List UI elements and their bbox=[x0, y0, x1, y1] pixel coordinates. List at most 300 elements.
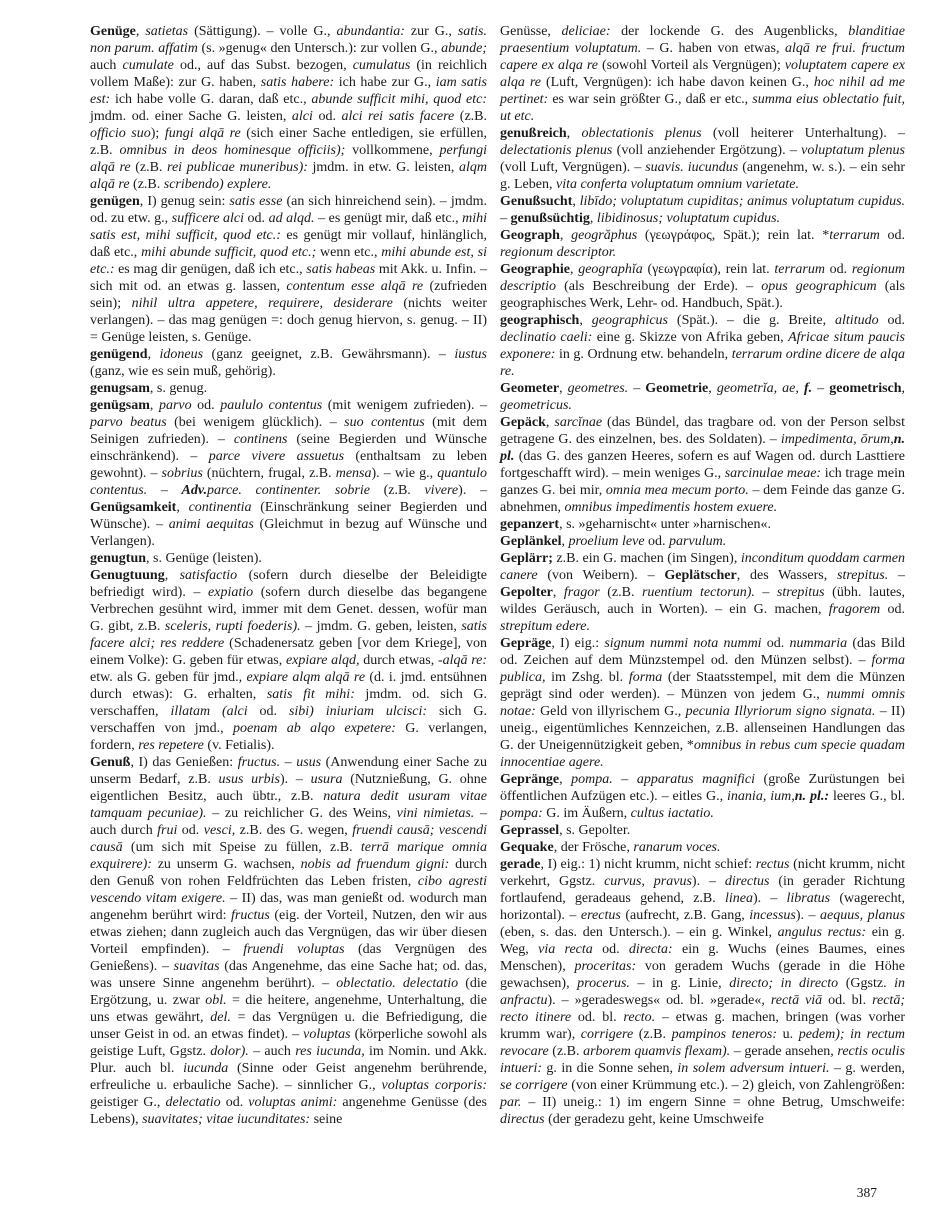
entry-text: , bbox=[176, 500, 189, 515]
entry-text: usus bbox=[296, 755, 322, 770]
entry-text: satis. non parum. affatim bbox=[90, 24, 487, 56]
entry-text: rei publicae muneribus): bbox=[167, 160, 308, 175]
entry-text: paululo contentus bbox=[220, 398, 323, 413]
entry-text: od. bbox=[761, 636, 790, 651]
entry-text: od. bbox=[592, 942, 629, 957]
entry-text: , s. »geharnischt« unter »harnischen«. bbox=[559, 517, 771, 532]
entry-text: scribendo) explere. bbox=[163, 177, 272, 192]
entry-text: geographĭa bbox=[578, 262, 643, 277]
entry-text: satis esse bbox=[229, 194, 283, 209]
entry-text: (als Beschreibung der Erde). – bbox=[556, 279, 762, 294]
entry-text: – bbox=[628, 381, 646, 396]
entry-text: od. bbox=[312, 109, 342, 124]
entry-text: oblectationis plenus bbox=[581, 126, 702, 141]
entry-text: od. bbox=[247, 704, 289, 719]
entry-text: (γεωγραφία), rein lat. bbox=[642, 262, 775, 277]
headword: genügen bbox=[90, 194, 140, 209]
headword: Geometrie bbox=[645, 381, 709, 396]
headword: Geograph bbox=[500, 228, 560, 243]
entry-gepaeck bbox=[500, 414, 905, 516]
entry-text: cumulate bbox=[122, 58, 174, 73]
entry-text: voluptatum plenus bbox=[801, 143, 905, 158]
entry-text: strepitus bbox=[776, 585, 825, 600]
headword: genügend bbox=[90, 347, 148, 362]
entry-text: (das Angenehme, das eine Sache hat; od. das, was unsere Sinne angenehm berührt). – bbox=[90, 959, 487, 991]
entry-text: G. im Äußern, bbox=[542, 806, 631, 821]
entry-text: von geradem Wuchs (gerade in die Höhe gewachsen), bbox=[500, 959, 906, 991]
entry-text: , bbox=[570, 262, 579, 277]
entry-text: directo; in directo bbox=[729, 976, 839, 991]
entry-gepraege bbox=[500, 635, 905, 771]
entry-text: , bbox=[559, 381, 568, 396]
entry-text: rectā; recto itinere bbox=[500, 993, 905, 1025]
entry-text: erectus bbox=[580, 908, 621, 923]
entry-text: omnibus in rebus cum specie quadam innocentiae agere. bbox=[500, 738, 906, 770]
entry-text: , bbox=[589, 211, 597, 226]
entry-geographie bbox=[500, 261, 905, 312]
entry-text: cumulatus bbox=[352, 58, 411, 73]
entry-text: – bbox=[612, 772, 637, 787]
entry-text: ). – bbox=[752, 891, 787, 906]
entry-genuege bbox=[90, 23, 487, 193]
entry-text: – in g. Linie, bbox=[629, 976, 730, 991]
entry-text: (das Bild od. Zeichen auf dem Münzstempel od. den Münzen selbst). – bbox=[500, 636, 905, 668]
entry-text: (übh. lautes, wildes Geräusch, auch in Worten). – ein G. machen, bbox=[500, 585, 906, 617]
headword: genügsam bbox=[90, 398, 150, 413]
entry-text: ); bbox=[150, 126, 165, 141]
entry-text: sufficere alci bbox=[171, 211, 244, 226]
entry-text: – auch bbox=[248, 1044, 296, 1059]
entry-text: od. bbox=[220, 1095, 249, 1110]
entry-text: abunde sufficit mihi, quod etc: bbox=[311, 92, 487, 107]
entry-text: natura dedit usuram vitae tamquam pecuniae). bbox=[90, 789, 487, 821]
entry-text: sobrius bbox=[161, 466, 203, 481]
entry-text: terrā marique omnia exquirere): bbox=[90, 840, 487, 872]
entry-text: – bbox=[754, 585, 777, 600]
entry-text: ich trage mein ganzes G. bei mir, bbox=[500, 466, 905, 498]
entry-text: es mag dir genügen, daß ich etc., bbox=[114, 262, 307, 277]
entry-text: – dem Feinde das ganze G. abnehmen, bbox=[500, 483, 905, 515]
entry-text: , bbox=[572, 194, 580, 209]
entry-text: forma bbox=[628, 670, 663, 685]
entry-text: proceritas: bbox=[574, 959, 637, 974]
entry-text: terrarum bbox=[829, 228, 880, 243]
entry-text: ein g. Wuchs (eines Baumes, eines Menschen), bbox=[500, 942, 905, 974]
entry-text: corrigere bbox=[580, 1027, 634, 1042]
entry-text: vini nimietas. bbox=[396, 806, 475, 821]
entry-text: (in reichlich vollem Maße): zur G. haben, bbox=[90, 58, 487, 90]
entry-text: (das Vergnügen des Genießens). – bbox=[90, 942, 487, 974]
entry-text: vesci, bbox=[203, 823, 236, 838]
entry-text: (große Zurüstungen bei öffentlichen Aufzügen etc.). – eitles G., bbox=[500, 772, 906, 804]
entry-text: rectā viā bbox=[770, 993, 823, 1008]
entry-text: od., auf das Subst. bezogen, bbox=[173, 58, 353, 73]
entry-text: satisfactio bbox=[179, 568, 238, 583]
entry-text: curvus, pravus bbox=[604, 874, 692, 889]
entry-text: , bbox=[147, 347, 160, 362]
entry-text: jmdm. od. einer Sache G. leisten, bbox=[90, 109, 292, 124]
entry-text: , s. genug. bbox=[149, 381, 208, 396]
left-column bbox=[90, 23, 487, 1128]
entry-genugsam bbox=[90, 380, 487, 397]
entry-text: parvo beatus bbox=[90, 415, 167, 430]
entry-text: continentia bbox=[188, 500, 252, 515]
entry-text: = die heitere, angenehme, Unterhaltung, die uns etwas gewährt, bbox=[90, 993, 487, 1025]
entry-text: parce vivere assuetus bbox=[208, 449, 345, 464]
entry-text: parvulum. bbox=[669, 534, 727, 549]
entry-text: es war sein größter G., daß er etc., bbox=[548, 92, 753, 107]
entry-text: etw. als G. geben für jmd., bbox=[90, 670, 247, 685]
entry-text: zur G., bbox=[404, 24, 458, 39]
page-number: 387 bbox=[856, 1185, 877, 1200]
entry-text: in g. Ordnung etw. behandeln, bbox=[555, 347, 732, 362]
entry-text: parce. continenter. sobrie bbox=[207, 483, 370, 498]
entry-text: – zu reichlicher G. des Weins, bbox=[206, 806, 397, 821]
entry-text: expiatio bbox=[208, 585, 254, 600]
entry-text: inania, ium, bbox=[727, 789, 795, 804]
entry-text: (die Ergötzung, u. zwar bbox=[90, 976, 488, 1008]
entry-text: (zufrieden sein); bbox=[90, 279, 487, 311]
entry-text: hoc nihil ad me pertinet: bbox=[500, 75, 905, 107]
entry-text: fructus. bbox=[237, 755, 281, 770]
entry-text: z.B. ein G. machen (im Singen), bbox=[552, 551, 741, 566]
headword: Genugtuung bbox=[90, 568, 165, 583]
entry-text: geometres. bbox=[567, 381, 629, 396]
headword: Geplänkel bbox=[500, 534, 562, 549]
entry-text: deliciae: bbox=[561, 24, 611, 39]
entry-text: z.B. des G. wegen, bbox=[235, 823, 353, 838]
entry-genuss bbox=[90, 754, 487, 1128]
entry-text: proelium leve bbox=[568, 534, 645, 549]
entry-text: forma publica, bbox=[500, 653, 905, 685]
entry-text: inconditum quoddam carmen canere bbox=[500, 551, 906, 583]
entry-text: ranarum voces. bbox=[633, 840, 721, 855]
entry-text: (seine Begierden und Wünsche einschränkend). – bbox=[90, 432, 487, 464]
entry-text: – II) das, was man genießt od. wodurch man angenehm berührt wird: bbox=[90, 891, 487, 923]
headword: Geometer bbox=[500, 381, 560, 396]
entry-text: nummi omnis notae: bbox=[500, 687, 906, 719]
entry-text: vita conferta voluptatum omnium varietate. bbox=[555, 177, 799, 192]
entry-text: (v. Fetialis). bbox=[203, 738, 275, 753]
entry-text: durch den Genuß von rohen Feldfrüchten das Leben fristen, bbox=[90, 857, 487, 889]
entry-text: leeres G., bl. bbox=[829, 789, 905, 804]
entry-text: – gerade ansehen, bbox=[730, 1044, 838, 1059]
entry-text: (wagerecht, horizontal). – bbox=[500, 891, 905, 923]
entry-text: , der Frösche, bbox=[553, 840, 634, 855]
entry-text: od. bbox=[879, 228, 906, 243]
entry-text: libidinosus; voluptatum cupidus. bbox=[596, 211, 781, 226]
entry-text: blanditiae praesentium voluptatum. bbox=[500, 24, 905, 56]
entry-text: fungi alqā re bbox=[164, 126, 241, 141]
entry-text: , des Wassers, bbox=[736, 568, 837, 583]
entry-text: od. bbox=[824, 262, 852, 277]
entry-text: , I) das Genießen: bbox=[130, 755, 238, 770]
entry-text: – bbox=[812, 381, 830, 396]
entry-text: (eben, s. das. den Untersch.). – ein g. Winkel, bbox=[500, 925, 778, 940]
entry-text: , bbox=[579, 313, 592, 328]
entry-text: (z.B. bbox=[548, 1044, 584, 1059]
entry-text: sceleris, rupti foederis). bbox=[164, 619, 301, 634]
entry-text: od. bbox=[878, 313, 906, 328]
headword: Gepäck bbox=[500, 415, 546, 430]
entry-text: (in gerader Richtung fortlaufend, geradeaus gehend, z.B. bbox=[500, 874, 905, 906]
entry-genuegend bbox=[90, 346, 487, 380]
entry-text: voluptas corporis: bbox=[381, 1078, 487, 1093]
entry-text: – bbox=[888, 568, 906, 583]
entry-text: ). – bbox=[279, 772, 311, 787]
entry-text: – II) uneig., eigentümliches Kennzeichen, z.B. allenseinen Handlungen das G. der Uneigennützigkeit geben, * bbox=[500, 704, 906, 753]
entry-text: , bbox=[545, 415, 555, 430]
entry-text: oblectatio. delectatio bbox=[336, 976, 459, 991]
entry-text: angenehme Genüsse (des Lebens), bbox=[90, 1095, 488, 1127]
entry-text: , bbox=[901, 381, 906, 396]
entry-text: (das G. des ganzen Heeres, sofern es auf Wagen od. durch Lasttiere fortgeschafft wird). – mein weniges G., bbox=[500, 449, 905, 481]
entry-text: ). – bbox=[795, 908, 821, 923]
entry-genuss-continued bbox=[500, 23, 905, 125]
headword: Genüge bbox=[90, 24, 136, 39]
entry-text: satis habere: bbox=[260, 75, 335, 90]
entry-text: od. bl. bbox=[822, 993, 873, 1008]
entry-text: (z.B. bbox=[633, 1027, 672, 1042]
entry-text: , bbox=[561, 534, 569, 549]
entry-text: vollkommene, bbox=[345, 143, 440, 158]
entry-text: geogrăphus bbox=[571, 228, 638, 243]
entry-text: abunde; bbox=[441, 41, 488, 56]
entry-text: satis facere alci; res reddere bbox=[90, 619, 487, 651]
entry-text: par. bbox=[500, 1095, 522, 1110]
entry-text: signum nummi nota nummi bbox=[604, 636, 762, 651]
entry-text: , bbox=[566, 126, 582, 141]
headword: Geographie bbox=[500, 262, 570, 277]
entry-text: expiare alqd, bbox=[285, 653, 360, 668]
entry-text: jmdm. in etw. G. leisten, bbox=[307, 160, 459, 175]
entry-text: (ganz geeignet, z.B. Gewährsmann). – bbox=[203, 347, 455, 362]
entry-text: (der geradezu geht, keine Umschweife bbox=[544, 1112, 764, 1127]
entry-text: opus geographicum bbox=[761, 279, 877, 294]
headword: Gepolter bbox=[500, 585, 553, 600]
entry-text: (s. »genug« den Untersch.): zur vollen G., bbox=[197, 41, 442, 56]
entry-text: (Schadenersatz geben [vor dem Kriege], von einem Volke): G. geben für etwas, bbox=[90, 636, 487, 668]
entry-text: (an sich hinreichend sein). – jmdm. od. zu etw. g., bbox=[90, 194, 487, 226]
entry-text: geistiger G., bbox=[90, 1095, 166, 1110]
entry-text: directa: bbox=[628, 942, 673, 957]
entry-text: n. pl. bbox=[500, 432, 905, 464]
entry-text: expiare alqm alqā re bbox=[246, 670, 366, 685]
entry-text: (voll anziehender Ergötzung). – bbox=[612, 143, 802, 158]
entry-text: (z.B. bbox=[599, 585, 642, 600]
entry-text: (z.B. bbox=[129, 177, 164, 192]
entry-text: regionum descriptio bbox=[500, 262, 905, 294]
entry-text: parvo bbox=[158, 398, 192, 413]
entry-text: od. bbox=[191, 398, 221, 413]
entry-text: (ganz, wie es sein muß, gehörig). bbox=[90, 364, 276, 379]
entry-text: , bbox=[149, 398, 159, 413]
entry-geplaerr bbox=[500, 550, 905, 635]
entry-text: od. bbox=[177, 823, 204, 838]
entry-text: = das Vergnügen u. die Befriedigung, die unser Geist in od. an etwas findet). – bbox=[90, 1010, 488, 1042]
entry-text: mihi abunde sufficit, quod etc.; bbox=[141, 245, 317, 260]
entry-text: satietas bbox=[145, 24, 189, 39]
entry-text: (nüchtern, frugal, z.B. bbox=[202, 466, 336, 481]
entry-text: (nicht krumm, nicht verkehrt, Ggstz. bbox=[500, 857, 905, 889]
headword: geographisch bbox=[500, 313, 580, 328]
entry-text: (körperliche sowohl als geistige Luft, Ggstz. bbox=[90, 1027, 487, 1059]
entry-text: libīdo; voluptatum cupiditas; animus voluptatum cupidus. bbox=[579, 194, 906, 209]
entry-text: voluptatem capere ex alqa re bbox=[500, 58, 905, 90]
entry-text: mihi satis est, mihi sufficit, quod etc.: bbox=[90, 211, 488, 243]
entry-text: (angenehm, w. s.). – ein sehr g. Leben, bbox=[500, 160, 906, 192]
entry-text: ruentium tectorun). bbox=[641, 585, 755, 600]
entry-text: im Nomin. und Akk. Plur. auch bl. bbox=[90, 1044, 487, 1076]
entry-text: obl. bbox=[205, 993, 227, 1008]
entry-text: ich habe zur G., bbox=[334, 75, 436, 90]
entry-text: aequus, planus bbox=[820, 908, 906, 923]
entry-text: der lockende G. des Augenblicks, bbox=[610, 24, 849, 39]
entry-text: , bbox=[135, 24, 146, 39]
entry-text: u. bbox=[776, 1027, 799, 1042]
entry-text: eine g. Skizze von Afrika geben, bbox=[592, 330, 789, 345]
entry-text: (Spät.). – die g. Breite, bbox=[667, 313, 836, 328]
entry-text: G. verlangen, fordern, bbox=[90, 721, 487, 753]
entry-text: terrarum ordine dicere de alqa re. bbox=[500, 347, 905, 379]
entry-text: – bbox=[280, 755, 297, 770]
entry-text: Genüsse, bbox=[500, 24, 562, 39]
entry-text: ). – wie g., bbox=[371, 466, 438, 481]
entry-text: mensa bbox=[335, 466, 372, 481]
entry-text: res repetere bbox=[138, 738, 204, 753]
entry-text: zu unserm G. wachsen, bbox=[151, 857, 301, 872]
entry-gequake bbox=[500, 839, 905, 856]
entry-gerade bbox=[500, 856, 905, 1128]
entry-text: – II) uneig.: 1) im engern Sinne = ohne Betrug, Umschweife: bbox=[521, 1095, 905, 1110]
entry-text: nobis ad fruendum gigni: bbox=[300, 857, 450, 872]
entry-text: frui bbox=[157, 823, 178, 838]
entry-text: (z.B. bbox=[369, 483, 425, 498]
entry-text: alci rei satis facere bbox=[341, 109, 455, 124]
entry-text: res iucunda, bbox=[295, 1044, 365, 1059]
entry-text: quantulo contentus. bbox=[90, 466, 487, 498]
entry-text: fruendi voluptas bbox=[243, 942, 345, 957]
entry-gepanzert bbox=[500, 516, 905, 533]
entry-text: (d. i. jmd. entsühnen durch etwas): G. erhalten, bbox=[90, 670, 487, 702]
entry-text: im Zshg. bl. bbox=[545, 670, 629, 685]
entry-text: (mit dem Seinigen zufrieden). – bbox=[90, 415, 488, 447]
entry-text: , bbox=[164, 568, 180, 583]
entry-text: (Nutznießung, G. ohne eigentlichen Besitz, auch übtr., z.B. bbox=[90, 772, 487, 804]
entry-text: illatam (alci bbox=[170, 704, 248, 719]
entry-text: – auch durch bbox=[90, 806, 487, 838]
entry-text: Africae situm paucis exponere: bbox=[500, 330, 905, 362]
entry-text: iustus bbox=[454, 347, 488, 362]
entry-text: omnibus in deos hominesque officiis); bbox=[119, 143, 346, 158]
entry-text: , s. Genüge (leisten). bbox=[146, 551, 262, 566]
entry-text: (z.B. bbox=[454, 109, 487, 124]
entry-geographisch bbox=[500, 312, 905, 380]
entry-text: terrarum bbox=[774, 262, 825, 277]
entry-text: se corrigere bbox=[500, 1078, 568, 1093]
entry-text: sarcĭnae bbox=[554, 415, 603, 430]
entry-text: regionum descriptor. bbox=[500, 245, 617, 260]
entry-text: pedem); in rectum revocare bbox=[500, 1027, 905, 1059]
headword: Geprassel bbox=[500, 823, 560, 838]
entry-text: (mit wenigem zufrieden). – bbox=[322, 398, 488, 413]
headword: Geplärr; bbox=[500, 551, 553, 566]
headword: Genügsamkeit bbox=[90, 500, 177, 515]
entry-text: wenn etc., bbox=[316, 245, 382, 260]
entry-text: (eig. der Vorteil, Nutzen, den wir aus etwas ziehen; dann zugleich auch das Vergnügen, das wir über diesen Vorteil empfinden). – bbox=[90, 908, 487, 957]
entry-text: suavitas bbox=[173, 959, 220, 974]
entry-text: poenam ab alqo expetere: bbox=[232, 721, 396, 736]
entry-text: (sowohl Vorteil als Vergnügen); bbox=[597, 58, 785, 73]
entry-text: suo contentus bbox=[344, 415, 425, 430]
entry-text: summa eius oblectatio fuit, ut etc. bbox=[500, 92, 905, 124]
entry-text: continens bbox=[233, 432, 288, 447]
entry-text: usus urbis bbox=[218, 772, 280, 787]
entry-text: (bei wenigem glücklich). – bbox=[166, 415, 345, 430]
entry-text: , bbox=[559, 228, 572, 243]
entry-text: nummaria bbox=[789, 636, 848, 651]
entry-text: f. bbox=[803, 381, 813, 396]
entry-text: (um sich mit Speise zu füllen, z.B. bbox=[122, 840, 361, 855]
entry-text: (von einer Krümmung etc.). – 2) gleich, von Zahlengrößen: bbox=[567, 1078, 905, 1093]
entry-text: in solem adversum intueri. bbox=[677, 1061, 830, 1076]
entry-text: (Sinne oder Geist angenehm berührende, erfreuliche u. erbauliche Sache). – sinnlicher G., bbox=[90, 1061, 487, 1093]
entry-text: od. bbox=[880, 602, 905, 617]
entry-text: (sofern durch dieselbe der Beleidigte befriedigt wird). – bbox=[90, 568, 487, 600]
right-column bbox=[500, 23, 905, 1128]
entry-text: dolor). bbox=[210, 1044, 249, 1059]
headword: Gepräge bbox=[500, 636, 552, 651]
headword: gepanzert bbox=[500, 517, 560, 532]
entry-text: fragor bbox=[563, 585, 600, 600]
headword: Gequake bbox=[500, 840, 554, 855]
entry-genugtuung bbox=[90, 567, 487, 754]
headword: Genuß bbox=[90, 755, 131, 770]
entry-text: rectis oculis intueri: bbox=[500, 1044, 906, 1076]
entry-text: animi aequitas bbox=[168, 517, 254, 532]
text-block bbox=[90, 23, 905, 1128]
entry-text: (aufrecht, z.B. Gang, bbox=[620, 908, 750, 923]
entry-geometer bbox=[500, 380, 905, 414]
entry-text: – jmdm. G. geben, leisten, bbox=[300, 619, 462, 634]
entry-text: (von Weibern). – bbox=[537, 568, 665, 583]
entry-text: pompa: bbox=[500, 806, 543, 821]
entry-text: (Ggstz. bbox=[838, 976, 895, 991]
entry-geplaenkel bbox=[500, 533, 905, 550]
entry-text: del. bbox=[210, 1010, 231, 1025]
entry-text: ). – bbox=[458, 483, 487, 498]
entry-text: perfungi alqā re bbox=[90, 143, 487, 175]
entry-geograph bbox=[500, 227, 905, 261]
entry-text: iam satis est: bbox=[90, 75, 487, 107]
entry-text: – etwas g. machen, bringen (was vorher krumm war), bbox=[500, 1010, 905, 1042]
entry-text: contentum esse alqā re bbox=[286, 279, 424, 294]
entry-text: procerus. bbox=[577, 976, 630, 991]
entry-genuegen bbox=[90, 193, 487, 346]
entry-text: ). – »geradeswegs« od. bl. »gerade«, bbox=[547, 993, 771, 1008]
entry-text: alqā re frui. fructum capere ex alqa re bbox=[500, 41, 905, 73]
entry-text: cultus iactatio. bbox=[630, 806, 714, 821]
entry-text: delectationis plenus bbox=[500, 143, 613, 158]
entry-text: fragorem bbox=[828, 602, 881, 617]
headword: Gepränge bbox=[500, 772, 560, 787]
entry-text: auch bbox=[90, 58, 123, 73]
entry-text: linea bbox=[724, 891, 753, 906]
headword: genugsam bbox=[90, 381, 150, 396]
entry-text: (als geographisches Werk, Lehr- od. Handbuch, Spät.). bbox=[500, 279, 905, 311]
entry-text: pampinos teneros: bbox=[671, 1027, 777, 1042]
entry-geprassel bbox=[500, 822, 905, 839]
